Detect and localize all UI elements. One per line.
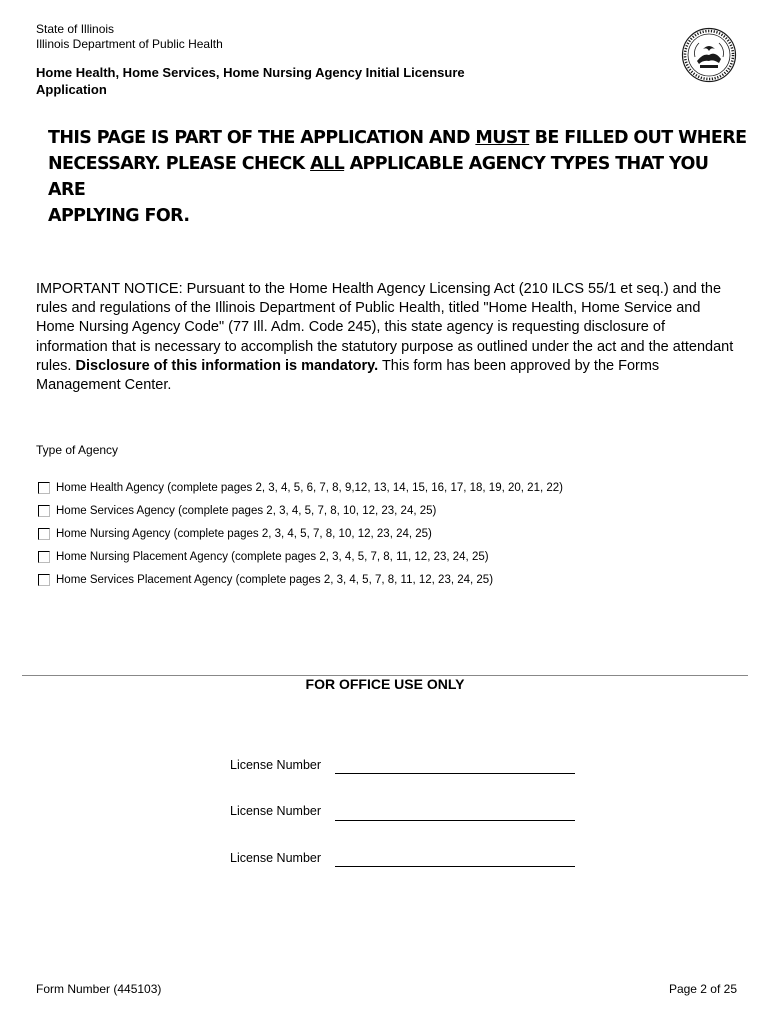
page-number: Page 2 of 25 xyxy=(668,982,737,996)
office-use-title: FOR OFFICE USE ONLY xyxy=(305,676,465,692)
agency-option-home-nursing-placement[interactable] xyxy=(38,549,489,565)
home-health-checkbox[interactable] xyxy=(38,482,50,494)
home-nursing-placement-label: Home Nursing Placement Agency (complete pages 2, 3, 4, 5, 7, 8, 11, 12, 23, 24, 25) xyxy=(56,551,489,563)
agency-option-home-health[interactable] xyxy=(38,480,563,496)
license-number-label-2: License Number xyxy=(230,804,322,818)
department-name: Illinois Department of Public Health xyxy=(36,37,223,51)
agency-option-home-nursing[interactable] xyxy=(38,526,432,542)
agency-option-home-services[interactable] xyxy=(38,503,436,519)
must-emphasis: MUST xyxy=(475,128,530,148)
license-number-label-1: License Number xyxy=(230,758,322,772)
home-services-placement-checkbox[interactable] xyxy=(38,574,50,586)
home-services-placement-label: Home Services Placement Agency (complete pages 2, 3, 4, 5, 7, 8, 11, 12, 23, 24, 25) xyxy=(56,574,494,586)
important-notice: IMPORTANT NOTICE: Pursuant to the Home Health Agency Licensing Act (210 ILCS 55/1 et seq.) and the rules and regulations of the Illinois Department of Public Health, titled "Home Health, Home Service and Home Nursing Agency Code" (77 Ill. Adm. Code 245), this state agency is requesting disclosure of information that is necessary to accomplish the statutory purpose as outlined under the act and the attendant rules. Disclosure of this information is mandatory. This form has been approved by the Forms Management Center. xyxy=(36,281,734,394)
form-title-line-2: Application xyxy=(36,82,107,97)
instruction-line-2: NECESSARY. PLEASE CHECK ALL APPLICABLE AGENCY TYPES THAT YOU ARE xyxy=(48,154,709,200)
home-services-checkbox[interactable] xyxy=(38,505,50,517)
license-number-field-2[interactable] xyxy=(335,820,575,821)
instruction-line-1: THIS PAGE IS PART OF THE APPLICATION AND MUST BE FILLED OUT WHERE xyxy=(48,128,747,148)
home-health-label: Home Health Agency (complete pages 2, 3, 4, 5, 6, 7, 8, 9,12, 13, 14, 15, 16, 17, 18, 19, 20, 21, 22) xyxy=(56,482,563,494)
home-nursing-placement-checkbox[interactable] xyxy=(38,551,50,563)
agency-option-home-services-placement[interactable] xyxy=(38,572,493,588)
form-title-line-1: Home Health, Home Services, Home Nursing Agency Initial Licensure xyxy=(36,65,465,80)
home-services-label: Home Services Agency (complete pages 2, 3, 4, 5, 7, 8, 10, 12, 23, 24, 25) xyxy=(56,505,437,517)
instruction-block xyxy=(48,125,748,229)
state-seal-icon xyxy=(681,27,737,83)
type-of-agency-label: Type of Agency xyxy=(36,443,119,457)
license-number-field-3[interactable] xyxy=(335,866,575,867)
license-number-field-1[interactable] xyxy=(335,773,575,774)
notice-mandatory: Disclosure of this information is mandatory. xyxy=(75,357,379,374)
state-name: State of Illinois xyxy=(36,22,115,36)
home-nursing-checkbox[interactable] xyxy=(38,528,50,540)
form-number: Form Number (445103) xyxy=(36,982,162,996)
all-emphasis: ALL xyxy=(310,154,345,174)
home-nursing-label: Home Nursing Agency (complete pages 2, 3, 4, 5, 7, 8, 10, 12, 23, 24, 25) xyxy=(56,528,432,540)
instruction-line-3: APPLYING FOR. xyxy=(48,206,190,226)
license-number-label-3: License Number xyxy=(230,851,322,865)
